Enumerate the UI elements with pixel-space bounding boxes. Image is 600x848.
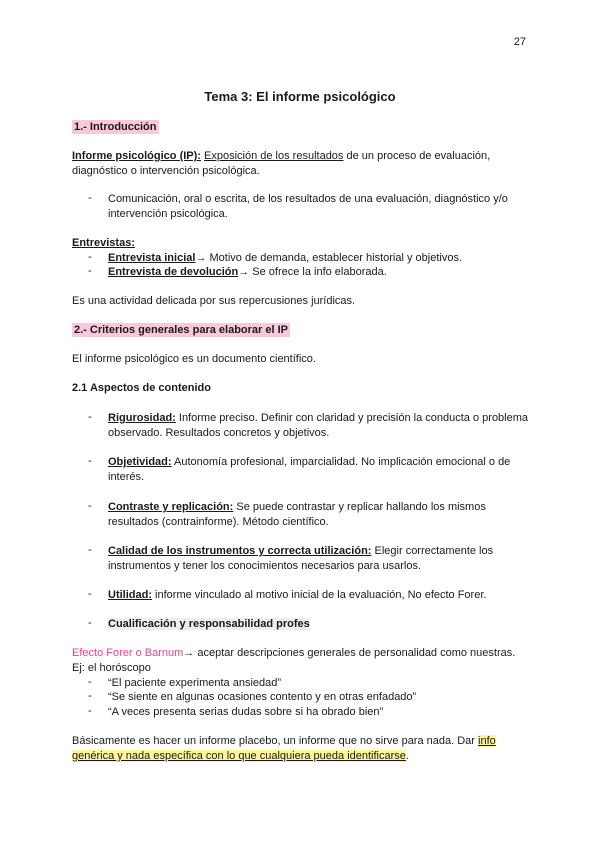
final-highlight: info genérica y nada específica con lo que cualquiera pueda identificarse xyxy=(72,735,496,762)
criterion-term: Objetividad: xyxy=(108,456,172,468)
criterion-item xyxy=(108,588,528,603)
section-2-intro: El informe psicológico es un documento científico. xyxy=(72,353,316,365)
quote-item: “A veces presenta serias dudas sobre si ha obrado bien” xyxy=(108,706,384,718)
section-2-heading-text: 2.- Criterios generales para elaborar el IP xyxy=(74,324,288,336)
ip-bullet-1: Comunicación, oral o escrita, de los resultados de una evaluación, diagnóstico y/o intervención psicológica. xyxy=(108,193,508,220)
final-plain: Básicamente es hacer un informe placebo, un informe que no sirve para nada. Dar xyxy=(72,735,479,747)
criterion-item xyxy=(108,617,528,632)
bullet-dash: - xyxy=(88,500,92,512)
section-2-heading xyxy=(72,323,532,338)
bullet-dash: - xyxy=(88,265,92,277)
bullet-dash: - xyxy=(88,588,92,600)
criterion-term: Cualificación y responsabilidad profes xyxy=(108,618,310,630)
criterion-text: Elegir correctamente los instrumentos y tener los conocimientos necesarios para usarlos. xyxy=(108,545,494,572)
bullet-dash: - xyxy=(88,676,92,688)
criterion-text: Autonomía profesional, imparcialidad. No implicación emocional o de interés. xyxy=(108,456,511,483)
criterion-item xyxy=(108,500,528,530)
ip-underlined: Exposición de los resultados xyxy=(204,150,344,162)
bullet-dash: - xyxy=(88,411,92,423)
entrevista-inicial-text: → Motivo de demanda, establecer historial y objetivos. xyxy=(195,252,463,264)
criterion-term: Contraste y replicación: xyxy=(108,501,234,513)
section-1-heading xyxy=(72,120,532,135)
criterion-item xyxy=(108,455,528,485)
entrevista-devolucion xyxy=(108,265,528,280)
bullet-dash: - xyxy=(88,705,92,717)
bullet-dash: - xyxy=(88,455,92,467)
section-1-heading-text: 1.- Introducción xyxy=(74,121,157,133)
ip-term: Informe psicológico (IP): xyxy=(72,150,201,162)
criterion-text: Informe preciso. Definir con claridad y precisión la conducta o problema observado. Resultados concretos y objetivos. xyxy=(108,412,529,439)
subsection-heading xyxy=(72,381,532,396)
criterion-item xyxy=(108,544,528,574)
criterion-term: Rigurosidad: xyxy=(108,412,176,424)
entrevista-devolucion-term: Entrevista de devolución xyxy=(108,266,239,278)
actividad-text: Es una actividad delicada por sus repercusiones jurídicas. xyxy=(72,295,356,307)
ip-rest: de un proceso de evaluación, diagnóstico o intervención psicológica. xyxy=(72,150,491,177)
bullet-dash: - xyxy=(88,251,92,263)
entrevista-inicial xyxy=(108,251,528,266)
bullet-dash: - xyxy=(88,690,92,702)
entrevista-inicial-term: Entrevista inicial xyxy=(108,252,196,264)
criterion-term: Calidad de los instrumentos y correcta utilización: xyxy=(108,545,372,557)
criterion-term: Utilidad: xyxy=(108,589,152,601)
bullet-dash: - xyxy=(88,544,92,556)
entrevistas-heading xyxy=(72,236,532,251)
quote-item: “El paciente experimenta ansiedad” xyxy=(108,677,282,689)
bullet-dash: - xyxy=(88,617,92,629)
criterion-item xyxy=(108,411,528,441)
entrevista-devolucion-text: → Se ofrece la info elaborada. xyxy=(238,266,387,278)
quote-item: “Se siente en algunas ocasiones contento y en otras enfadado” xyxy=(108,691,417,703)
forer-line xyxy=(72,646,532,661)
final-paragraph xyxy=(72,734,532,764)
ejemplo-text: Ej: el horóscopo xyxy=(72,662,151,674)
forer-text: → aceptar descripciones generales de personalidad como nuestras. xyxy=(183,647,516,659)
forer-term: Efecto Forer o Barnum xyxy=(72,647,184,659)
document-title: Tema 3: El informe psicológico xyxy=(204,89,396,104)
subsection-heading-text: 2.1 Aspectos de contenido xyxy=(72,382,211,394)
page-number: 27 xyxy=(513,36,526,48)
ip-definition xyxy=(72,149,532,179)
bullet-dash: - xyxy=(88,192,92,204)
criterion-text: Se puede contrastar y replicar hallando los mismos resultados (contrainforme). Método científico. xyxy=(108,501,486,528)
entrevistas-heading-text: Entrevistas: xyxy=(72,237,135,249)
criterion-text: informe vinculado al motivo inicial de la evaluación, No efecto Forer. xyxy=(152,589,487,601)
final-end: . xyxy=(405,750,409,762)
